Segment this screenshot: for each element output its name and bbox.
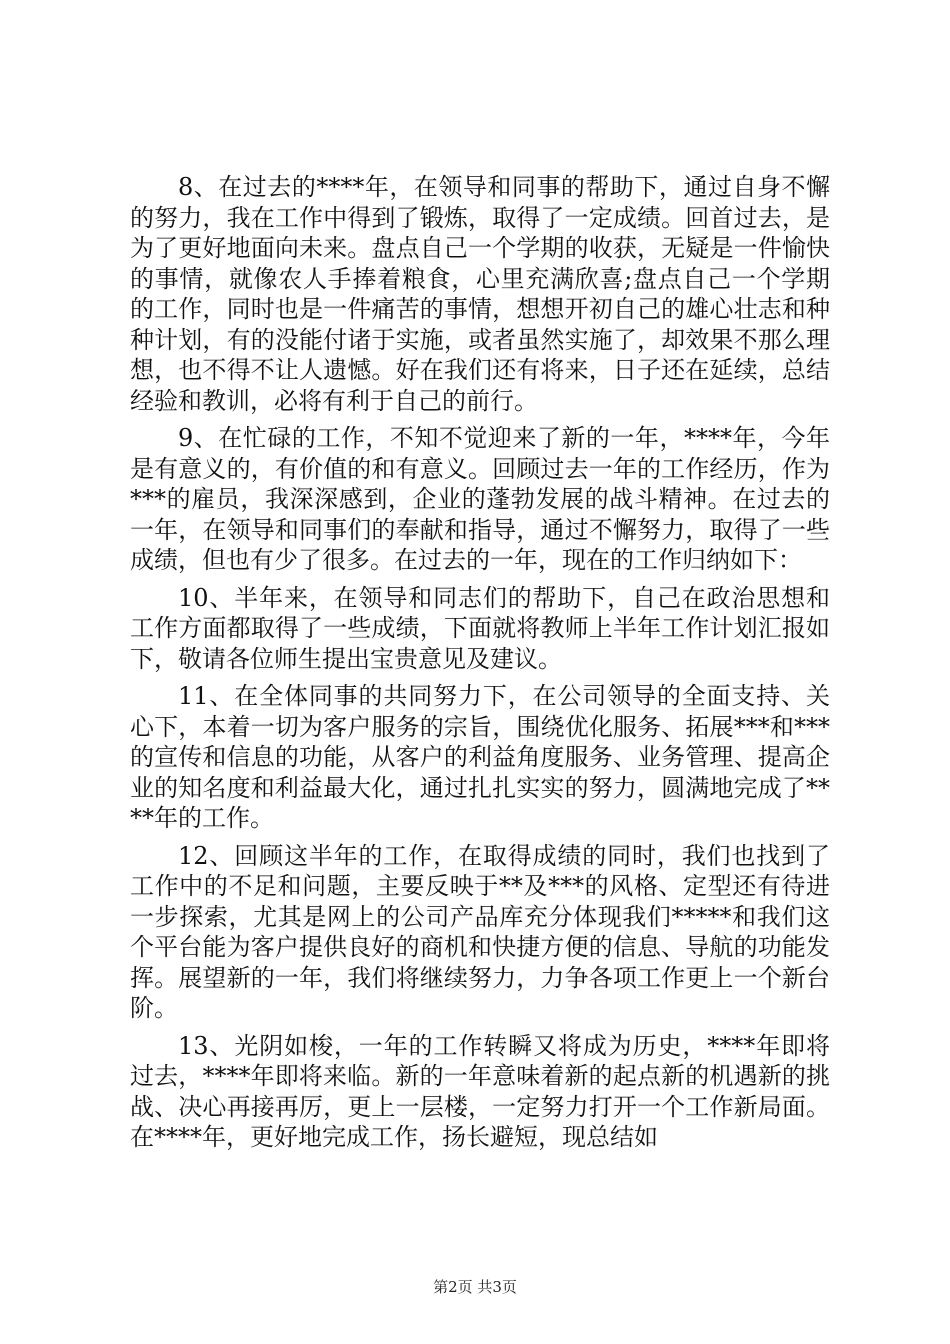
paragraph-9: 9、在忙碌的工作，不知不觉迎来了新的一年，****年，今年是有意义的，有价值的和有意义。回顾过去一年的工作经历，作为***的雇员，我深深感到，企业的蓬勃发展的战斗精神。在过去的一年，在领导和同事们的奉献和指导，通过不懈努力，取得了一些成绩，但也有少了很多。在过去的一年，现在的工作归纳如下：	[130, 424, 830, 574]
page-number-footer: 第2页 共3页	[433, 1278, 517, 1296]
paragraph-10: 10、半年来，在领导和同志们的帮助下，自己在政治思想和工作方面都取得了一些成绩，下面就将教师上半年工作计划汇报如下，敬请各位师生提出宝贵意见及建议。	[130, 583, 830, 673]
paragraph-13: 13、光阴如梭，一年的工作转瞬又将成为历史，****年即将过去，****年即将来临。新的一年意味着新的起点新的机遇新的挑战、决心再接再厉，更上一层楼，一定努力打开一个工作新局面。在****年，更好地完成工作，扬长避短，现总结如	[130, 1031, 830, 1151]
document-body	[130, 172, 830, 1160]
paragraph-8: 8、在过去的****年，在领导和同事的帮助下，通过自身不懈的努力，我在工作中得到了锻炼，取得了一定成绩。回首过去，是为了更好地面向未来。盘点自己一个学期的收获，无疑是一件愉快的事情，就像农人手捧着粮食，心里充满欣喜;盘点自己一个学期的工作，同时也是一件痛苦的事情，想想开初自己的雄心壮志和种种计划，有的没能付诸于实施，或者虽然实施了，却效果不那么理想，也不得不让人遗憾。好在我们还有将来，日子还在延续，总结经验和教训，必将有利于自己的前行。	[130, 173, 830, 415]
paragraph-11: 11、在全体同事的共同努力下，在公司领导的全面支持、关心下，本着一切为客户服务的宗旨，围绕优化服务、拓展***和***的宣传和信息的功能，从客户的利益角度服务、业务管理、提高企业的知名度和利益最大化，通过扎扎实实的努力，圆满地完成了****年的工作。	[130, 682, 830, 832]
paragraph-12: 12、回顾这半年的工作，在取得成绩的同时，我们也找到了工作中的不足和问题，主要反映于**及***的风格、定型还有待进一步探索，尤其是网上的公司产品库充分体现我们*****和我们这个平台能为客户提供良好的商机和快捷方便的信息、导航的功能发挥。展望新的一年，我们将继续努力，力争各项工作更上一个新台阶。	[130, 841, 830, 1022]
